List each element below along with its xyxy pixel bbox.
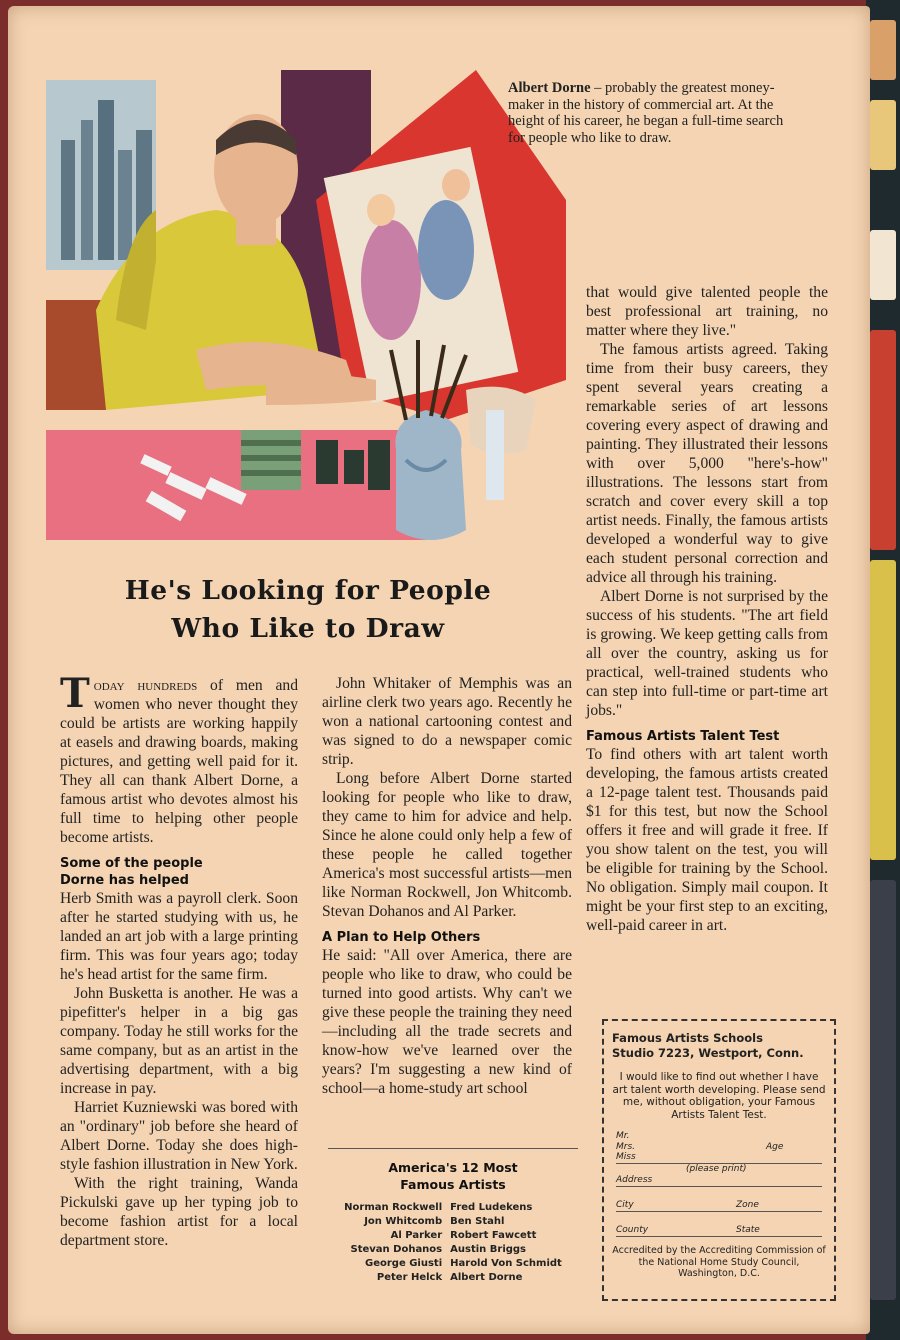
age-label: Age [766, 1142, 784, 1152]
list-item [340, 1257, 566, 1271]
article-column-2 [322, 674, 572, 1098]
list-item [340, 1215, 566, 1229]
article-column-3 [586, 283, 828, 935]
article-column-1 [60, 670, 298, 1250]
coupon-body: I would like to find out whether I have art talent worth developing. Please send me, without obligation, your Famous Artists Talent Test. [612, 1071, 826, 1121]
ad-page [8, 6, 870, 1334]
mail-coupon[interactable] [602, 1019, 836, 1301]
strip-art-4 [870, 330, 896, 550]
artist-name: Jon Whitcomb [364, 1216, 443, 1227]
illustration-caption [508, 80, 798, 146]
accreditation-note: Accredited by the Accrediting Commission of the National Home Study Council, Washington, D.C. [612, 1245, 826, 1279]
coupon-address: Studio 7223, Westport, Conn. [612, 1046, 804, 1060]
strip-art-2 [870, 100, 896, 170]
article-paragraph: To find others with art talent worth developing, the famous artists created a 12-page talent test. Thousands paid $1 for this test, but now the School offers it free and will grade it free. If you show talent on the test, you will be eligible for training by the School. No obligation. Simply mail coupon. It might be your first step to an exciting, well-paid career in art. [586, 746, 828, 934]
county-label: County [616, 1225, 649, 1235]
artist-name: Fred Ludekens [450, 1202, 533, 1213]
subheading-line-2: Dorne has helped [60, 873, 189, 888]
paragraph-text: of men and women who never thought they could be artists are working happily at easels and drawing boards, making pictures, and getting well paid for it. They all can thank Albert Dorne, a famous artist who devotes almost his full time to helping other people become artists. [60, 677, 298, 846]
strip-art-1 [870, 20, 896, 80]
list-item [340, 1271, 566, 1285]
artists-list [340, 1201, 566, 1285]
artists-title-line-1: America's 12 Most [388, 1160, 518, 1175]
address-label: Address [616, 1175, 653, 1185]
artists-title [328, 1159, 578, 1193]
article-paragraph: Herb Smith was a payroll clerk. Soon after he started studying with us, he landed an art job with a large printing firm. This was four years ago; today he's head artist for the same firm. [60, 890, 298, 983]
page-headline [68, 572, 548, 648]
adjacent-page-strip [866, 0, 900, 1340]
list-item [340, 1201, 566, 1215]
article-paragraph: The famous artists agreed. Taking time from their busy careers, they spent several years creating a remarkable series of art lessons covering every aspect of drawing and painting. They illustrated their lessons with over 5,000 "here's-how" illustrations. The lessons start from scratch and cover every skill a top artist needs. Finally, the famous artists developed a wonderful way to give each student personal correction and advice all through his training. [586, 341, 828, 586]
address-field[interactable] [616, 1164, 822, 1187]
artists-title-line-2: Famous Artists [400, 1177, 506, 1192]
state-label: State [736, 1225, 760, 1235]
article-paragraph: Albert Dorne is not surprised by the success of his students. "The art field is growing. We keep getting calls from all over the country, asking us for practical, well-trained students who can step into full-time or part-time art jobs." [586, 588, 828, 719]
strip-art-3 [870, 230, 896, 300]
article-paragraph [60, 670, 298, 847]
article-paragraph: John Busketta is another. He was a pipefitter's helper in a big gas company. Today he still works for the same company, but as an artist in the advertising department, with a big increase in pay. [60, 985, 298, 1097]
article-paragraph: With the right training, Wanda Pickulski gave up her typing job to become fashion artist for a local department store. [60, 1175, 298, 1249]
subheading: Famous Artists Talent Test [586, 729, 780, 744]
headline-line-2: Who Like to Draw [171, 613, 445, 644]
subheading-line-1: Some of the people [60, 856, 203, 871]
name-field[interactable] [616, 1129, 822, 1164]
artist-name: Austin Briggs [450, 1244, 527, 1255]
artist-name: Harold Von Schmidt [450, 1258, 562, 1269]
artist-name: Stevan Dohanos [350, 1244, 443, 1255]
albert-dorne-illustration [46, 60, 576, 580]
drop-cap: T [60, 670, 90, 717]
miss-label: Miss [616, 1152, 636, 1162]
headline-line-1: He's Looking for People [124, 575, 492, 606]
mrs-label: Mrs. [616, 1142, 636, 1152]
list-item [340, 1243, 566, 1257]
strip-art-6 [870, 880, 896, 1300]
article-paragraph: John Whitaker of Memphis was an airline clerk two years ago. Recently he won a national cartooning contest and was signed to do a newspaper comic strip. [322, 675, 572, 768]
artist-name: Robert Fawcett [450, 1230, 537, 1241]
artist-name: George Giusti [365, 1258, 443, 1269]
print-note: (please print) [686, 1164, 747, 1174]
artist-name: Albert Dorne [450, 1272, 523, 1283]
list-item [340, 1229, 566, 1243]
article-paragraph: that would give talented people the best professional art training, no matter where they live." [586, 284, 828, 339]
article-paragraph: Harriet Kuzniewski was bored with an "ordinary" job before she heard of Albert Dorne. Today she does high-style fashion illustration in New York. [60, 1099, 298, 1173]
subheading [60, 855, 298, 889]
lead-in: oday hundreds [93, 677, 198, 694]
mr-label: Mr. [616, 1131, 630, 1141]
coupon-school-name: Famous Artists Schools [612, 1031, 763, 1045]
artist-name: Peter Helck [376, 1272, 443, 1283]
caption-text: – probably the greatest money-maker in the history of commercial art. At the height of his career, he began a full-time search for people who like to draw. [508, 80, 784, 146]
famous-artists-box [328, 1148, 578, 1285]
article-paragraph: He said: "All over America, there are people who like to draw, who could be turned into good artists. Why can't we give these people the training they need—including all the trade secrets and know-how we've learned over the years? I'm suggesting a new kind of school—a home-study art school [322, 947, 572, 1097]
article-paragraph: Long before Albert Dorne started looking for people who like to draw, they came to him for advice and help. Since he alone could only help a few of these people he called together America's most successful artists—men like Norman Rockwell, Jon Whitcomb. Stevan Dohanos and Al Parker. [322, 770, 572, 920]
city-zone-field[interactable] [616, 1187, 822, 1212]
artist-name: Al Parker [390, 1230, 443, 1241]
subheading: A Plan to Help Others [322, 930, 481, 945]
county-state-field[interactable] [616, 1212, 822, 1237]
strip-art-5 [870, 560, 896, 860]
city-label: City [616, 1200, 634, 1210]
caption-name: Albert Dorne [508, 80, 591, 96]
zone-label: Zone [736, 1200, 759, 1210]
artist-name: Norman Rockwell [344, 1202, 443, 1213]
artist-name: Ben Stahl [450, 1216, 505, 1227]
